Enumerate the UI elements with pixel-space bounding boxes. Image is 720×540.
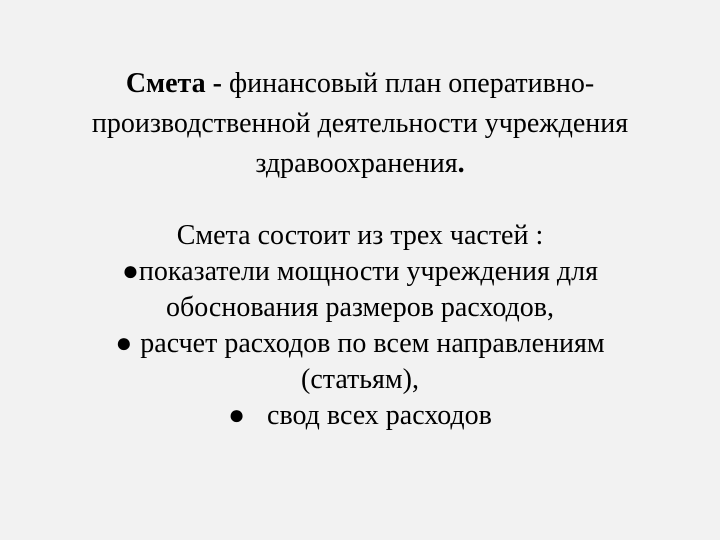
definition-block <box>20 64 700 184</box>
list-item-continuation: обоснования размеров расходов, <box>165 292 555 323</box>
definition-dash: - <box>205 68 229 99</box>
list-item-continuation: (статьям), <box>301 364 419 395</box>
bullet-icon: ● <box>122 256 139 287</box>
definition-line-3-text: здравоохранения <box>255 148 458 179</box>
list-item <box>20 254 700 290</box>
list-item-text: расчет расходов по всем направлениям <box>140 328 605 359</box>
list-item-text: свод всех расходов <box>267 400 492 431</box>
bullet-icon: ● <box>115 328 133 359</box>
list-item-text: показатели мощности учреждения для <box>138 256 598 287</box>
definition-line-2: производственной деятельности учреждения <box>91 108 629 139</box>
definition-period: . <box>457 148 465 179</box>
bullet-icon: ● <box>228 400 246 431</box>
list-item <box>20 398 700 434</box>
definition-line-1-text: финансовый план оперативно- <box>228 68 595 99</box>
definition-term: Смета <box>125 68 206 99</box>
definition-line-1 <box>20 64 700 104</box>
parts-intro: Смета состоит из трех частей : <box>176 220 544 251</box>
definition-line-3 <box>20 144 700 184</box>
list-item <box>20 326 700 362</box>
parts-block <box>20 218 700 434</box>
